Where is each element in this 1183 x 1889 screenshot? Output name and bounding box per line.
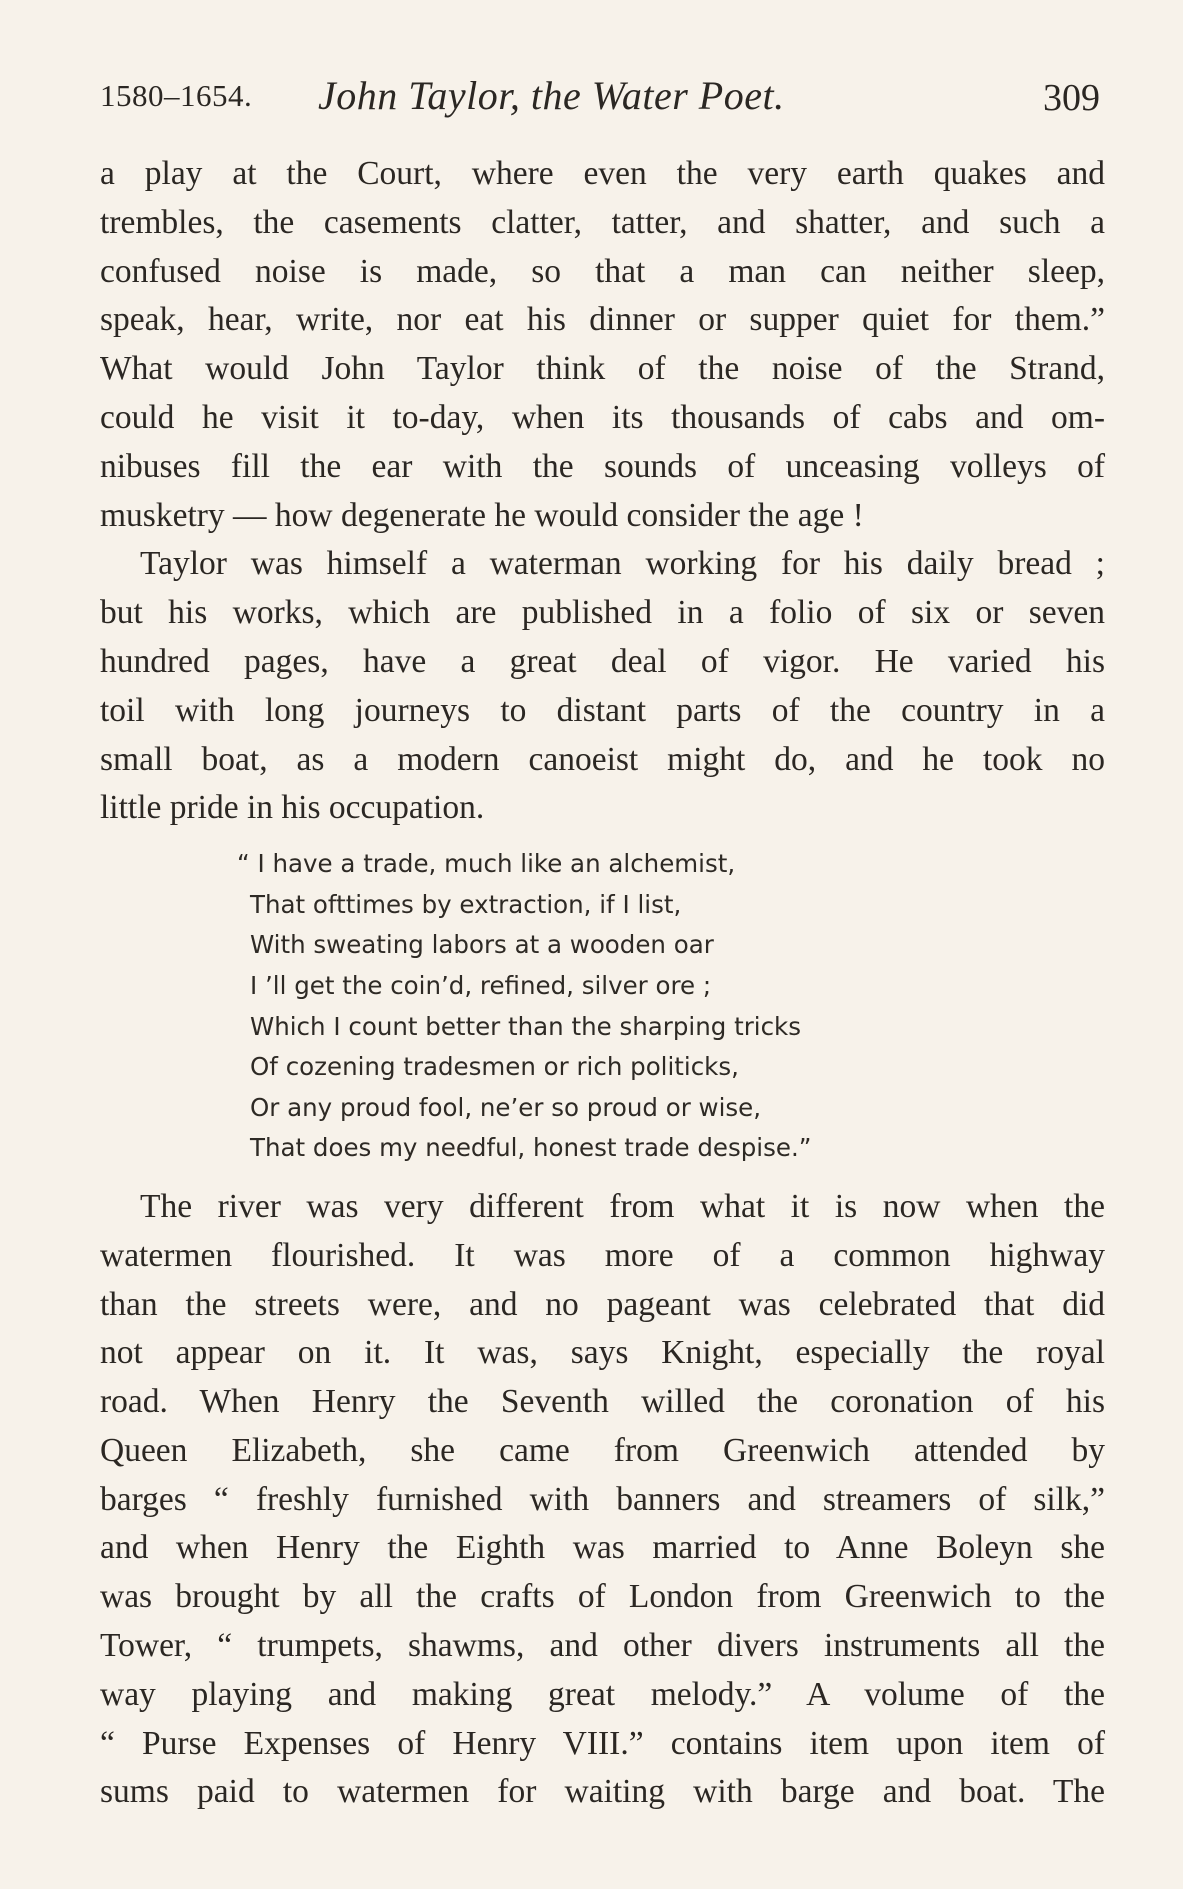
text-line: The river was very different from what it is now when the xyxy=(140,1187,1105,1225)
running-head-title: John Taylor, the Water Poet. xyxy=(318,73,785,118)
text-line: and when Henry the Eighth was married to Anne Boleyn she xyxy=(100,1529,1105,1567)
text-line: barges “ freshly furnished with banners and streamers of silk,” xyxy=(100,1480,1105,1518)
text-line: musketry — how degenerate he would consider the age ! xyxy=(100,496,864,534)
poem-quotation xyxy=(100,844,1105,1169)
poem-line: That ofttimes by extraction, if I list, xyxy=(250,889,682,919)
poem-line: That does my needful, honest trade despise.” xyxy=(250,1133,812,1163)
poem-line: I ’ll get the coin’d, refined, silver ore ; xyxy=(250,970,712,1000)
text-line: speak, hear, write, nor eat his dinner or supper quiet for them.” xyxy=(100,301,1105,339)
text-line: a play at the Court, where even the very earth quakes and xyxy=(100,155,1105,192)
poem-line: Which I count better than the sharping tricks xyxy=(250,1011,802,1041)
text-line: toil with long journeys to distant parts of the country in a xyxy=(100,691,1105,729)
page-number: 309 xyxy=(1043,77,1100,119)
text-line: Queen Elizabeth, she came from Greenwich attended by xyxy=(100,1431,1105,1469)
body-text xyxy=(100,150,1105,1817)
poem-line: With sweating labors at a wooden oar xyxy=(250,930,714,960)
poem-line: “ I have a trade, much like an alchemist, xyxy=(237,849,736,879)
text-line: little pride in his occupation. xyxy=(100,789,485,827)
running-head xyxy=(100,66,1100,126)
text-line: way playing and making great melody.” A volume of the xyxy=(100,1675,1105,1713)
text-line: What would John Taylor think of the noise of the Strand, xyxy=(100,350,1105,388)
text-line: sums paid to watermen for waiting with barge and boat. The xyxy=(100,1773,1105,1811)
text-line: was brought by all the crafts of London from Greenwich to the xyxy=(100,1578,1105,1616)
running-head-dates: 1580–1654. xyxy=(100,78,253,113)
text-line: road. When Henry the Seventh willed the coronation of his xyxy=(100,1383,1105,1421)
text-line: watermen flourished. It was more of a common highway xyxy=(100,1236,1105,1274)
text-line: could he visit it to-day, when its thousands of cabs and om- xyxy=(100,398,1105,436)
text-line: not appear on it. It was, says Knight, especially the royal xyxy=(100,1334,1105,1372)
text-line: trembles, the casements clatter, tatter, and shatter, and such a xyxy=(100,203,1105,241)
poem-line: Or any proud fool, ne’er so proud or wise, xyxy=(250,1092,762,1122)
text-line: nibuses fill the ear with the sounds of unceasing volleys of xyxy=(100,447,1105,485)
text-line: Taylor was himself a waterman working for his daily bread ; xyxy=(140,545,1105,583)
text-line: but his works, which are published in a folio of six or seven xyxy=(100,594,1105,632)
text-line: hundred pages, have a great deal of vigor. He varied his xyxy=(100,642,1105,680)
text-line: than the streets were, and no pageant was celebrated that did xyxy=(100,1285,1105,1323)
paragraph-2 xyxy=(100,540,1105,833)
text-line: “ Purse Expenses of Henry VIII.” contains item upon item of xyxy=(100,1724,1105,1762)
text-line: confused noise is made, so that a man can neither sleep, xyxy=(100,252,1105,290)
poem-line: Of cozening tradesmen or rich politicks, xyxy=(250,1052,739,1082)
paragraph-3 xyxy=(100,1183,1105,1817)
text-line: Tower, “ trumpets, shawms, and other divers instruments all the xyxy=(100,1627,1105,1665)
text-line: small boat, as a modern canoeist might do, and he took no xyxy=(100,740,1105,778)
paragraph-1 xyxy=(100,150,1105,540)
